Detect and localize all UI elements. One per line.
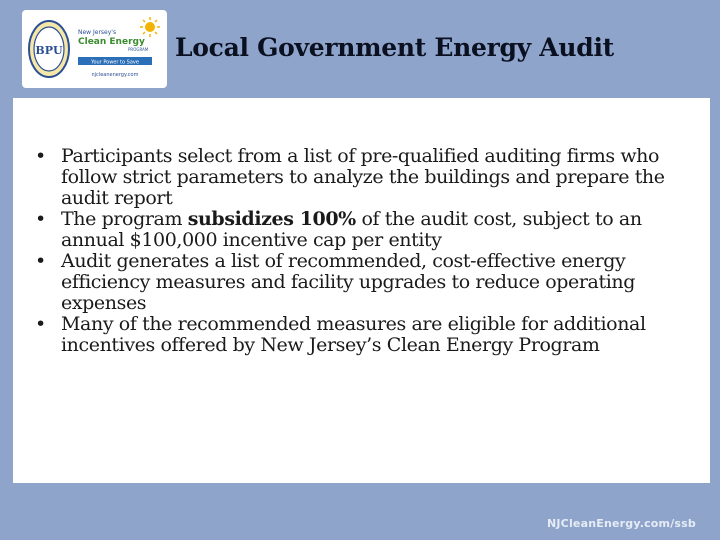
content-panel xyxy=(13,98,710,483)
bullet-item-4 xyxy=(31,314,703,356)
clean-energy-tagline: Your Power to Save xyxy=(91,59,139,66)
bullet-dot: • xyxy=(35,250,46,272)
bpu-seal-logo xyxy=(27,18,71,80)
bullet-item-2 xyxy=(31,209,703,251)
slide-title: Local Government Energy Audit xyxy=(175,33,614,62)
slide-header xyxy=(0,0,720,98)
bullet-dot: • xyxy=(35,145,46,167)
bullet-text-pre: The program xyxy=(61,208,188,230)
bpu-seal-text: BPU xyxy=(35,44,63,57)
clean-energy-line3: PROGRAM xyxy=(128,47,149,52)
bullet-dot: • xyxy=(35,208,46,230)
clean-energy-line2: Clean Energy xyxy=(78,37,145,47)
bullet-item-3 xyxy=(31,251,703,314)
bullet-text: Many of the recommended measures are eligible for additional incentives offered by New Jersey’s Clean Energy Program xyxy=(61,313,646,356)
bullet-text: Audit generates a list of recommended, cost-effective energy efficiency measures and facility upgrades to reduce operating expenses xyxy=(61,250,635,314)
bullet-text-bold: subsidizes 100% xyxy=(187,208,356,230)
footer-url: NJCleanEnergy.com/ssb xyxy=(546,517,696,530)
bullet-text: Participants select from a list of pre-qualified auditing firms who follow strict parameters to analyze the buildings and prepare the audit report xyxy=(61,145,665,209)
bullet-dot: • xyxy=(35,313,46,335)
bullet-list xyxy=(31,146,703,356)
bullet-item-1 xyxy=(31,146,703,209)
clean-energy-line1: New Jersey's xyxy=(78,29,117,36)
bullet-text-post: of the audit cost, subject to an annual $100,000 incentive cap per entity xyxy=(61,208,642,251)
clean-energy-url: njcleanenergy.com xyxy=(91,72,139,78)
logo-box xyxy=(22,10,167,88)
sun-icon xyxy=(140,17,160,37)
clean-energy-logo xyxy=(76,16,164,82)
